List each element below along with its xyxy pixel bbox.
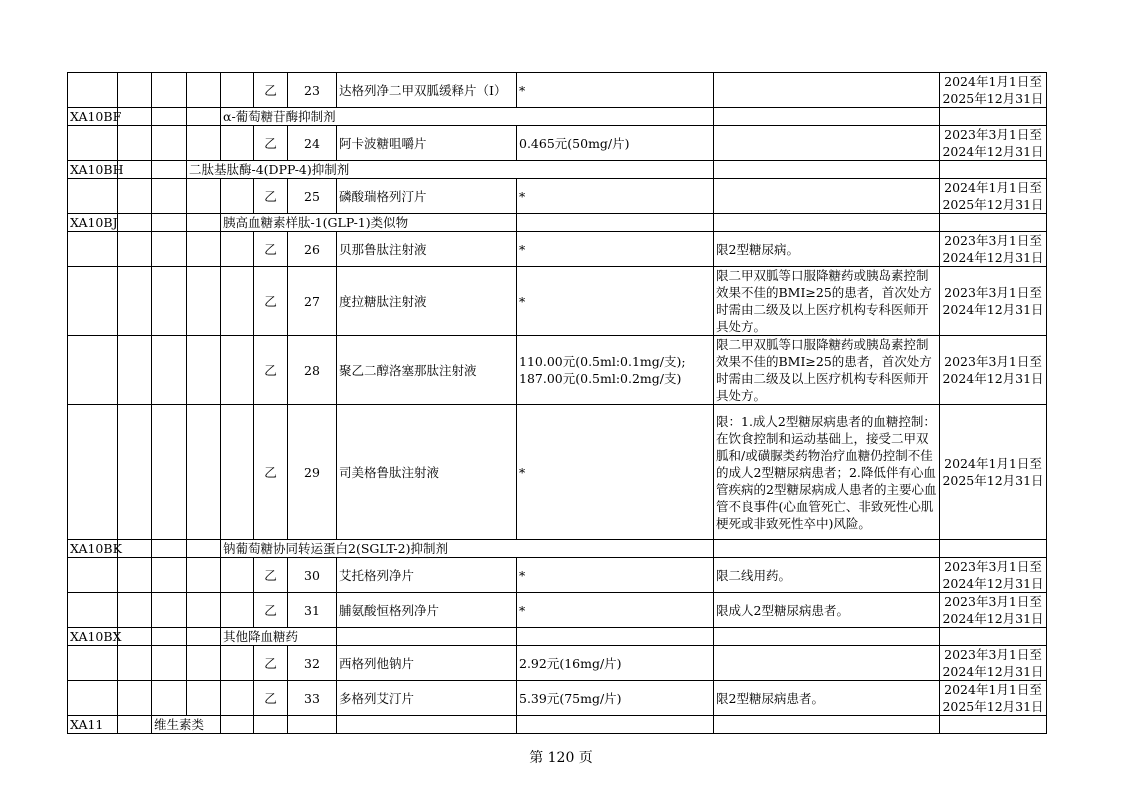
period-cell: 2024年1月1日至 2025年12月31日 (940, 73, 1047, 108)
grade-cell: 乙 (254, 232, 288, 267)
price-cell: 2.92元(16mg/片) (517, 646, 714, 681)
number-cell: 23 (288, 73, 337, 108)
remark-cell: 限二线用药。 (714, 558, 940, 593)
number-cell: 29 (288, 405, 337, 540)
period-cell: 2024年1月1日至 2025年12月31日 (940, 179, 1047, 214)
grade-cell: 乙 (254, 405, 288, 540)
number-cell: 28 (288, 336, 337, 405)
price-cell: 0.465元(50mg/片) (517, 126, 714, 161)
number-cell: 30 (288, 558, 337, 593)
category-title-cell: 胰高血糖素样肽-1(GLP-1)类似物 (221, 214, 517, 232)
number-cell: 33 (288, 681, 337, 716)
grade-cell: 乙 (254, 73, 288, 108)
table-row (68, 232, 1047, 267)
price-cell: 5.39元(75mg/片) (517, 681, 714, 716)
grade-cell: 乙 (254, 179, 288, 214)
category-title-cell: 钠葡萄糖协同转运蛋白2(SGLT-2)抑制剂 (221, 540, 714, 558)
period-cell: 2023年3月1日至 2024年12月31日 (940, 558, 1047, 593)
drug-name-cell: 司美格鲁肽注射液 (337, 405, 517, 540)
category-title-cell: 二肽基肽酶-4(DPP-4)抑制剂 (187, 161, 714, 179)
remark-cell: 限成人2型糖尿病患者。 (714, 593, 940, 628)
table-row (68, 336, 1047, 405)
grade-cell: 乙 (254, 336, 288, 405)
period-cell: 2024年1月1日至 2025年12月31日 (940, 405, 1047, 540)
category-title-cell: 维生素类 (152, 716, 221, 734)
remark-cell: 限2型糖尿病。 (714, 232, 940, 267)
drug-name-cell: 磷酸瑞格列汀片 (337, 179, 517, 214)
drug-name-cell: 达格列净二甲双胍缓释片（Ⅰ） (337, 73, 517, 108)
period-cell: 2023年3月1日至 2024年12月31日 (940, 646, 1047, 681)
remark-cell: 限二甲双胍等口服降糖药或胰岛素控制效果不佳的BMI≥25的患者，首次处方时需由二级及以上医疗机构专科医师开具处方。 (714, 336, 940, 405)
drug-name-cell: 阿卡波糖咀嚼片 (337, 126, 517, 161)
category-row (68, 716, 1047, 734)
period-cell: 2023年3月1日至 2024年12月31日 (940, 593, 1047, 628)
price-cell: * (517, 232, 714, 267)
code-cell: XA10BX (68, 628, 118, 646)
code-cell: XA10BF (68, 108, 118, 126)
grade-cell: 乙 (254, 126, 288, 161)
number-cell: 27 (288, 267, 337, 336)
remark-cell (714, 73, 940, 108)
period-cell: 2023年3月1日至 2024年12月31日 (940, 336, 1047, 405)
table-row (68, 267, 1047, 336)
grade-cell: 乙 (254, 267, 288, 336)
remark-cell (714, 646, 940, 681)
drug-name-cell: 西格列他钠片 (337, 646, 517, 681)
period-cell: 2023年3月1日至 2024年12月31日 (940, 126, 1047, 161)
table-row (68, 405, 1047, 540)
category-row (68, 161, 1047, 179)
price-cell: * (517, 558, 714, 593)
price-cell: * (517, 267, 714, 336)
number-cell: 32 (288, 646, 337, 681)
drug-name-cell: 艾托格列净片 (337, 558, 517, 593)
table-row (68, 593, 1047, 628)
table-row (68, 73, 1047, 108)
remark-cell: 限：1.成人2型糖尿病患者的血糖控制：在饮食控制和运动基础上，接受二甲双胍和/或磺脲类药物治疗血糖仍控制不佳的成人2型糖尿病患者；2.降低伴有心血管疾病的2型糖尿病成人患者的主要心血管不良事件(心血管死亡、非致死性心肌梗死或非致死性卒中)风险。 (714, 405, 940, 540)
price-cell: * (517, 179, 714, 214)
table-row (68, 179, 1047, 214)
code-cell: XA10BH (68, 161, 118, 179)
number-cell: 25 (288, 179, 337, 214)
page-number: 第 120 页 (529, 750, 593, 766)
grade-cell: 乙 (254, 681, 288, 716)
drug-list-table (67, 72, 1047, 734)
category-row (68, 628, 1047, 646)
period-cell: 2023年3月1日至 2024年12月31日 (940, 267, 1047, 336)
category-row (68, 214, 1047, 232)
drug-name-cell: 度拉糖肽注射液 (337, 267, 517, 336)
table-row (68, 558, 1047, 593)
period-cell: 2024年1月1日至 2025年12月31日 (940, 681, 1047, 716)
drug-name-cell: 聚乙二醇洛塞那肽注射液 (337, 336, 517, 405)
remark-cell (714, 126, 940, 161)
drug-name-cell: 脯氨酸恒格列净片 (337, 593, 517, 628)
table-row (68, 681, 1047, 716)
number-cell: 26 (288, 232, 337, 267)
code-cell (68, 73, 118, 108)
price-cell: * (517, 73, 714, 108)
drug-name-cell: 多格列艾汀片 (337, 681, 517, 716)
category-title-cell: 其他降血糖药 (221, 628, 337, 646)
period-cell: 2023年3月1日至 2024年12月31日 (940, 232, 1047, 267)
number-cell: 24 (288, 126, 337, 161)
grade-cell: 乙 (254, 558, 288, 593)
price-cell: * (517, 405, 714, 540)
drug-name-cell: 贝那鲁肽注射液 (337, 232, 517, 267)
category-row (68, 540, 1047, 558)
table-row (68, 646, 1047, 681)
category-row (68, 108, 1047, 126)
remark-cell: 限2型糖尿病患者。 (714, 681, 940, 716)
code-cell: XA11 (68, 716, 118, 734)
price-cell: * (517, 593, 714, 628)
code-cell: XA10BK (68, 540, 118, 558)
table-row (68, 126, 1047, 161)
number-cell: 31 (288, 593, 337, 628)
price-cell: 110.00元(0.5ml:0.1mg/支); 187.00元(0.5ml:0.2mg/支) (517, 336, 714, 405)
grade-cell: 乙 (254, 646, 288, 681)
grade-cell: 乙 (254, 593, 288, 628)
remark-cell: 限二甲双胍等口服降糖药或胰岛素控制效果不佳的BMI≥25的患者，首次处方时需由二级及以上医疗机构专科医师开具处方。 (714, 267, 940, 336)
category-title-cell: α-葡萄糖苷酶抑制剂 (221, 108, 714, 126)
code-cell: XA10BJ (68, 214, 118, 232)
remark-cell (714, 179, 940, 214)
